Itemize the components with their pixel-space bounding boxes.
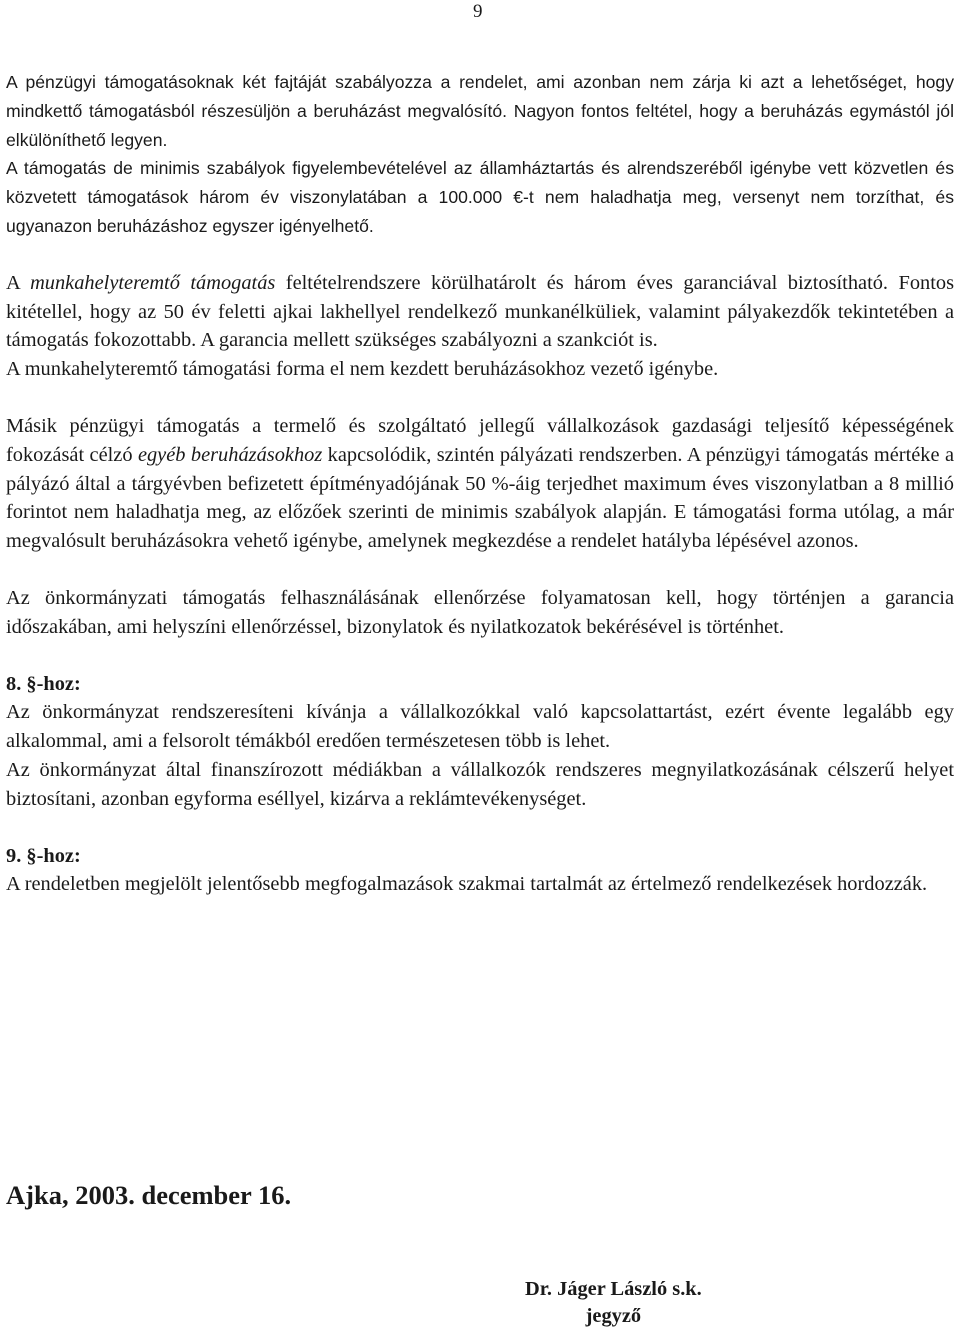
paragraph-job-creation-form: A munkahelyteremtő támogatási forma el nem kezdett beruházásokhoz vezető igénybe. [6, 358, 719, 381]
paragraph-text: kapcsolódik, szintén pályázati rendszerben. A pénzügyi támogatás mértéke a pályázó által a tárgyévben befizetett építményadójának 50 %-áig terjedhet maximum éves viszonylatban a 8 millió forintot nem haladhatja meg, az előzőek szerinti de minimis szabályok alapján. E támogatási forma utólag, a már megvalósult beruházásokra vehető igénybe, amelynek megkezdése a rendelet hatályba lépésével azonos. [6, 443, 954, 553]
document-body [6, 68, 954, 899]
signature-name: Dr. Jáger László s.k. [525, 1278, 702, 1300]
date-line: Ajka, 2003. december 16. [6, 1180, 292, 1210]
paragraph-support-types [6, 68, 954, 154]
section-8-paragraph-1: Az önkormányzat rendszeresíteni kívánja a vállalkozókkal való kapcsolattartást, ezért évente legalább egy alkalommal, ami a felsorolt témákból eredően természetesen több is lehet. [6, 701, 954, 753]
signature-block [525, 1276, 702, 1330]
paragraph-text: A pénzügyi támogatásoknak két fajtáját szabályozza a rendelet, ami azonban nem zárja ki azt a lehetőséget, hogy mindkettő támogatásból részesüljön a beruházást megvalósító. Nagyon fontos feltétel, hogy a beruházás egymástól jól elkülöníthető legyen. [6, 72, 954, 150]
signature-title: jegyző [585, 1305, 642, 1327]
section-9-paragraph-1: A rendeletben megjelölt jelentősebb megfogalmazások szakmai tartalmát az értelmező rendelkezések hordozzák. [6, 873, 928, 896]
paragraph-job-creation-support [6, 269, 954, 355]
paragraph-text: Másik pénzügyi támogatás a termelő és szolgáltató jellegű vállalkozások gazdasági teljesítő képességének fokozását célzó [6, 414, 954, 466]
paragraph-text: feltételrendszere körülhatárolt és három éves garanciával biztosítható. Fontos kitétellel, hogy az 50 év feletti ajkai lakhellyel rendelkező munkanélküliek, valamint pályakezdők tekintetében a támogatás fokozottabb. A garancia mellett szükséges szabályozni a szankciót is. [6, 271, 955, 352]
paragraph-de-minimis: A támogatás de minimis szabályok figyelembevételével az államháztartás és alrendszeréből igénybe vett közvetlen és közvetett támogatások három év viszonylatában a 100.000 €-t nem haladhatja meg, versenyt nem torzíthat, és ugyanazon beruházáshoz egyszer igényelhető. [6, 158, 954, 236]
paragraph-control: Az önkormányzati támogatás felhasználásának ellenőrzése folyamatosan kell, hogy történjen a garancia időszakában, ami helyszíni ellenőrzéssel, bizonylatok és nyilatkozatok bekérésével is történhet. [6, 586, 954, 638]
paragraph-other-investment-support [6, 412, 954, 556]
section-8-heading: 8. §-hoz: [6, 672, 81, 695]
section-9-heading: 9. §-hoz: [6, 844, 81, 867]
emphasis-text: egyéb beruházásokhoz [137, 443, 323, 466]
emphasis-text: munkahelyteremtő támogatás [30, 271, 276, 294]
section-8-paragraph-2: Az önkormányzat által finanszírozott médiákban a vállalkozók rendszeres megnyilatkozásának célszerű helyet biztosítani, azonban egyforma eséllyel, kizárva a reklámtevékenységet. [6, 758, 954, 810]
page-number: 9 [473, 1, 483, 22]
paragraph-text: A [6, 271, 31, 294]
